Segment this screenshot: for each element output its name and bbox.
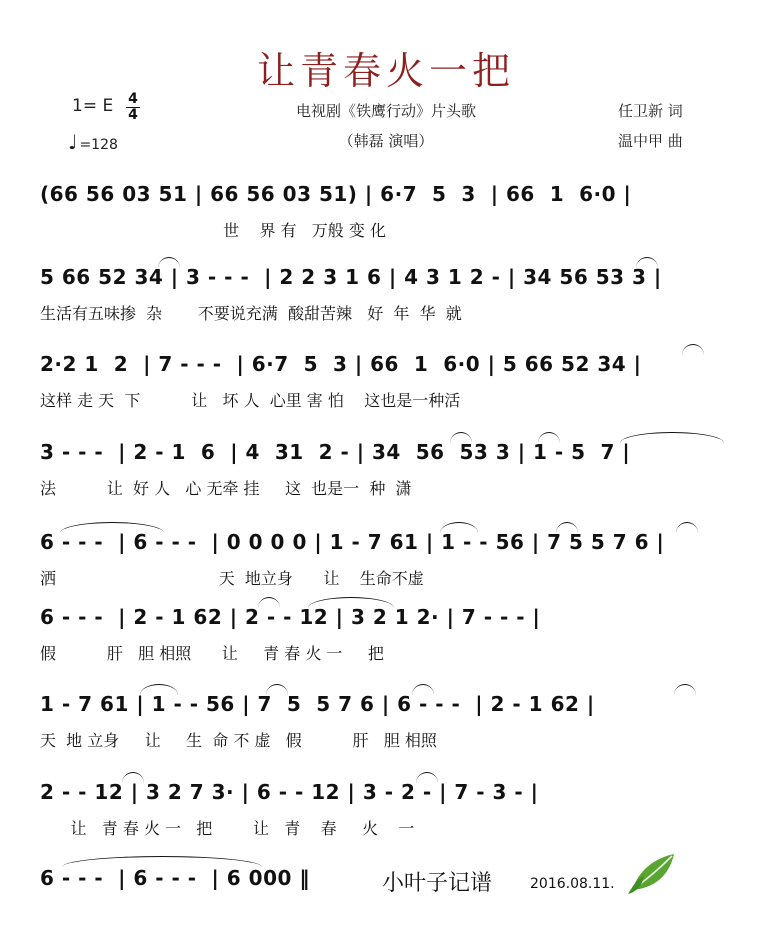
lyrics-line: 天 地 立身 让 生 命 不 虚 假 肝 胆 相照 xyxy=(40,731,437,750)
quarter-note-icon: ♩ xyxy=(68,130,78,154)
green-leaf-icon xyxy=(626,848,678,896)
notes-line: (66 56 03 51 | 66 56 03 51) | 6·7 5 3 | 66 1 6·0 | xyxy=(40,182,632,206)
tempo-value: =128 xyxy=(79,137,118,153)
lyrics-line: 生活有五味掺 杂 不要说充满 酸甜苦辣 好 年 华 就 xyxy=(40,304,462,323)
time-signature-bottom: 4 xyxy=(128,107,138,123)
song-subtitle: 电视剧《铁鹰行动》片头歌 xyxy=(295,102,476,120)
composer-credit: 温中甲 曲 xyxy=(618,132,683,150)
lyricist-credit: 任卫新 词 xyxy=(618,102,683,120)
lyrics-line: 这样 走 天 下 让 坏 人 心里 害 怕 这也是一种活 xyxy=(40,391,461,410)
notes-line: 6 - - - | 2 - 1 62 | 2 - - 12 | 3 2 1 2· | 7 - - - | xyxy=(40,605,541,629)
key-signature: 1= E xyxy=(72,96,114,116)
song-title: 让青春火一把 xyxy=(256,49,515,93)
notes-line: 1 - 7 61 | 1 - - 56 | 7 5 5 7 6 | 6 - - - | 2 - 1 62 | xyxy=(40,692,595,716)
notes-line: 2 - - 12 | 3 2 7 3· | 6 - - 12 | 3 - 2 - | 7 - 3 - | xyxy=(40,780,539,804)
notes-line: 5 66 52 34 | 3 - - - | 2 2 3 1 6 | 4 3 1 2 - | 34 56 53 3 | xyxy=(40,265,662,289)
time-signature-top: 4 xyxy=(128,91,138,107)
transcriber-signature: 小叶子记谱 xyxy=(382,871,493,896)
lyrics-line: 洒 天 地立身 让 生命不虚 xyxy=(40,569,424,588)
lyrics-line: 法 让 好 人 心 无牵 挂 这 也是一 种 潇 xyxy=(40,479,412,498)
notes-line: 2·2 1 2 | 7 - - - | 6·7 5 3 | 66 1 6·0 | 5 66 52 34 | xyxy=(40,352,642,376)
transcription-date: 2016.08.11. xyxy=(530,876,615,892)
singer-credit: （韩磊 演唱） xyxy=(338,132,434,150)
lyrics-line: 世 界 有 万般 变 化 xyxy=(40,221,386,240)
lyrics-line: 假 肝 胆 相照 让 青 春 火 一 把 xyxy=(40,644,384,663)
notes-line: 3 - - - | 2 - 1 6 | 4 31 2 - | 34 56 53 3 | 1 - 5 7 | xyxy=(40,440,631,464)
notes-line: 6 - - - | 6 - - - | 6 000 ‖ xyxy=(40,866,310,890)
notes-line: 6 - - - | 6 - - - | 0 0 0 0 | 1 - 7 61 | 1 - - 56 | 7 5 5 7 6 | xyxy=(40,530,665,554)
lyrics-line: 让 青 春 火 一 把 让 青 春 火 一 xyxy=(40,819,415,838)
